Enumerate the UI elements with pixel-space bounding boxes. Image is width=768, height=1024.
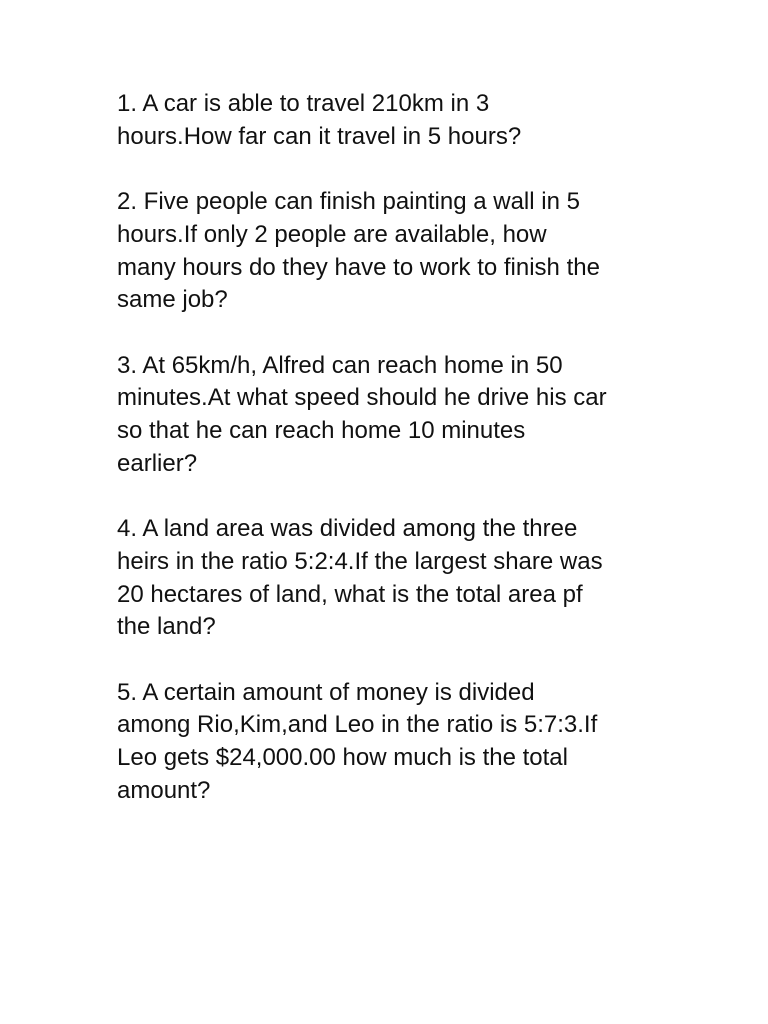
- question-4: 4. A land area was divided among the three heirs in the ratio 5:2:4.If the largest share was 20 hectares of land, what is the total area pf the land?: [117, 515, 603, 641]
- question-2: 2. Five people can finish painting a wall in 5 hours.If only 2 people are available, how many hours do they have to work to finish the same job?: [117, 188, 600, 314]
- question-1: 1. A car is able to travel 210km in 3 hours.How far can it travel in 5 hours?: [117, 90, 522, 150]
- question-list: [117, 88, 662, 840]
- question-3: 3. At 65km/h, Alfred can reach home in 50 minutes.At what speed should he drive his car so that he can reach home 10 minutes earlier?: [117, 351, 607, 477]
- question-5: 5. A certain amount of money is divided among Rio,Kim,and Leo in the ratio is 5:7:3.If Leo gets $24,000.00 how much is the total amount?: [117, 678, 598, 804]
